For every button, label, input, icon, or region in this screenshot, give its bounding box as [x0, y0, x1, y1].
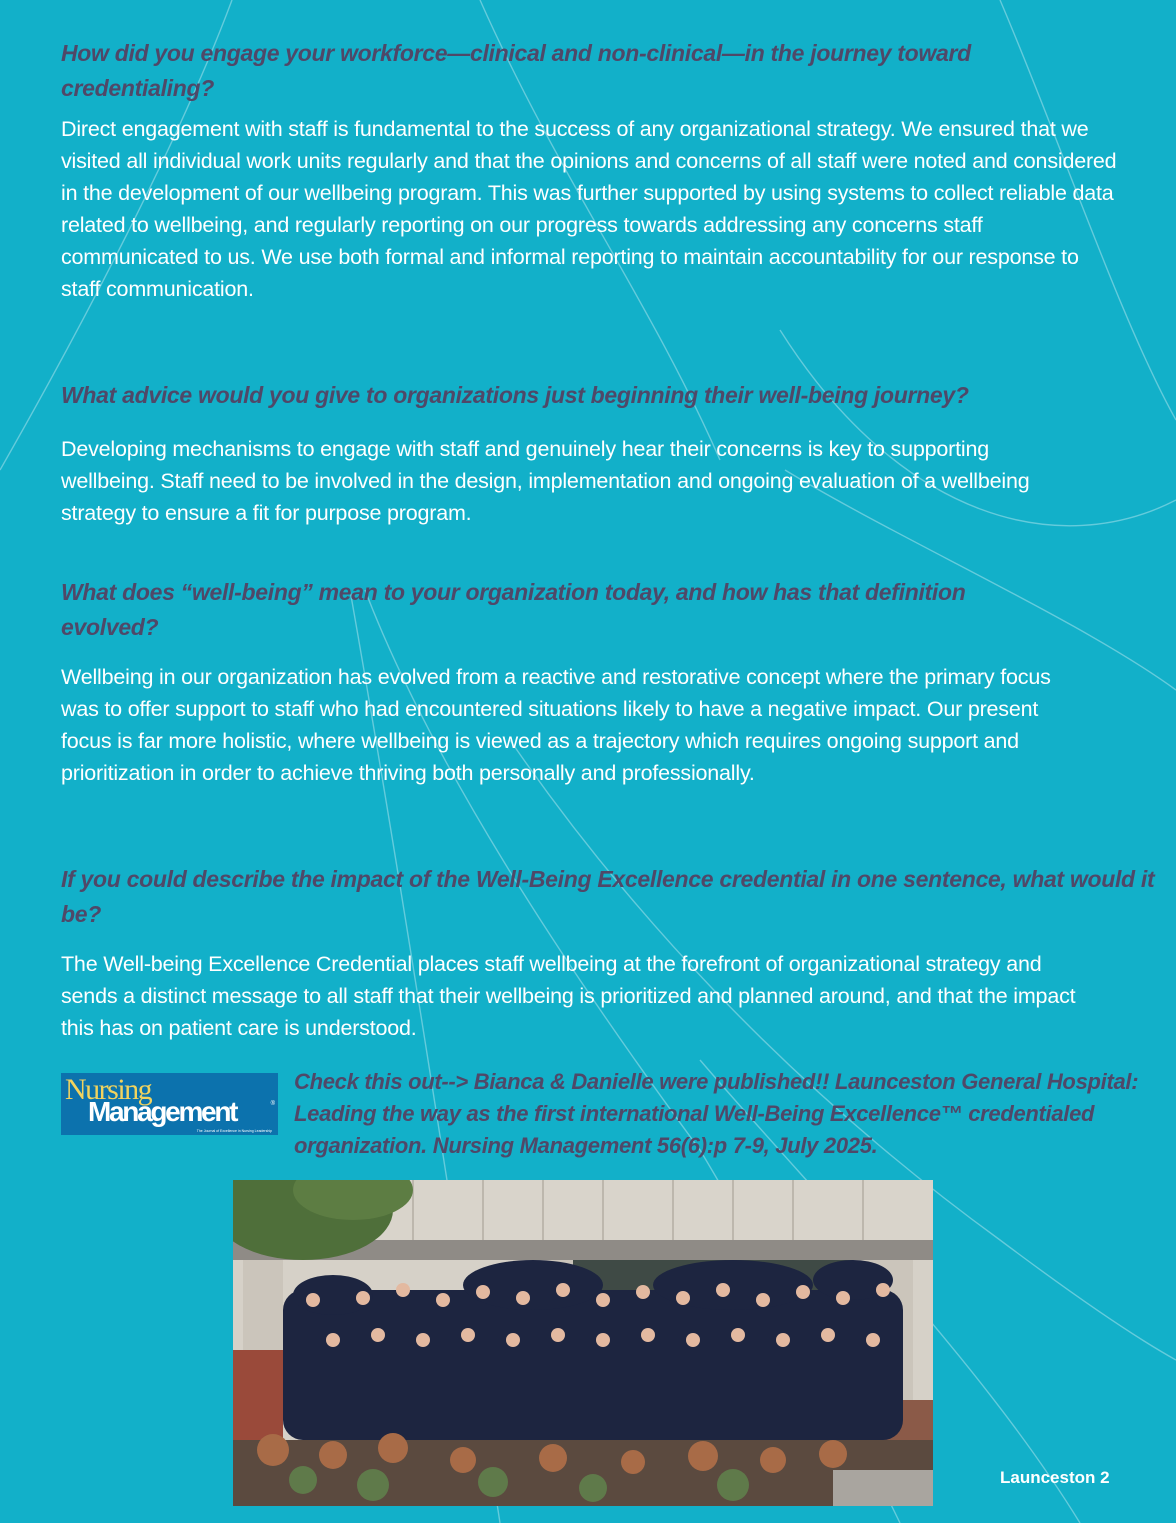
group-photo	[233, 1180, 933, 1506]
answer-2: Developing mechanisms to engage with staff and genuinely hear their concerns is key to supporting wellbeing. Staff need to be involved in the design, implementation and ongoing evaluation of a wellbeing strategy to ensure a fit for purpose program.	[61, 437, 1030, 525]
page-label: Launceston 2	[1000, 1468, 1110, 1487]
group-photo-illustration	[233, 1180, 933, 1506]
logo-line-2: Management	[88, 1096, 237, 1127]
logo-line-1: Nursing	[65, 1073, 152, 1106]
question-1: How did you engage your workforce—clinical and non-clinical—in the journey toward credentialing?	[61, 40, 971, 101]
answer-4: The Well-being Excellence Credential places staff wellbeing at the forefront of organizational strategy and sends a distinct message to all staff that their wellbeing is prioritized and planned around, and that the impact this has on patient care is understood.	[61, 952, 1076, 1040]
logo-tagline: The Journal of Excellence in Nursing Leadership	[196, 1129, 272, 1133]
answer-3: Wellbeing in our organization has evolved from a reactive and restorative concept where the primary focus was to offer support to staff who had encountered situations likely to have a negative impact. Our present focus is far more holistic, where wellbeing is viewed as a trajectory which requires ongoing support and prioritization in order to achieve thriving both personally and professionally.	[61, 665, 1051, 785]
answer-1: Direct engagement with staff is fundamental to the success of any organizational strategy. We ensured that we visited all individual work units regularly and that the opinions and concerns of all staff were noted and considered in the development of our wellbeing program. This was further supported by using systems to collect reliable data related to wellbeing, and regularly reporting on our progress towards addressing any concerns staff communicated to us. We use both formal and informal reporting to maintain accountability for our response to staff communication.	[61, 117, 1117, 301]
question-2: What advice would you give to organizations just beginning their well-being journey?	[61, 382, 969, 408]
question-4: If you could describe the impact of the Well-Being Excellence credential in one sentence, what would it be?	[61, 866, 1155, 927]
question-3: What does “well-being” mean to your organization today, and how has that definition evolved?	[61, 579, 966, 640]
logo-registered-mark: ®	[270, 1101, 275, 1107]
publication-announcement: Check this out--> Bianca & Danielle were published!! Launceston General Hospital: Leading the way as the first international Well-Being Excellence™ credentialed organization. Nursing Management 56(6):p 7-9, July 2025.	[294, 1069, 1139, 1158]
nursing-management-logo	[61, 1073, 278, 1135]
